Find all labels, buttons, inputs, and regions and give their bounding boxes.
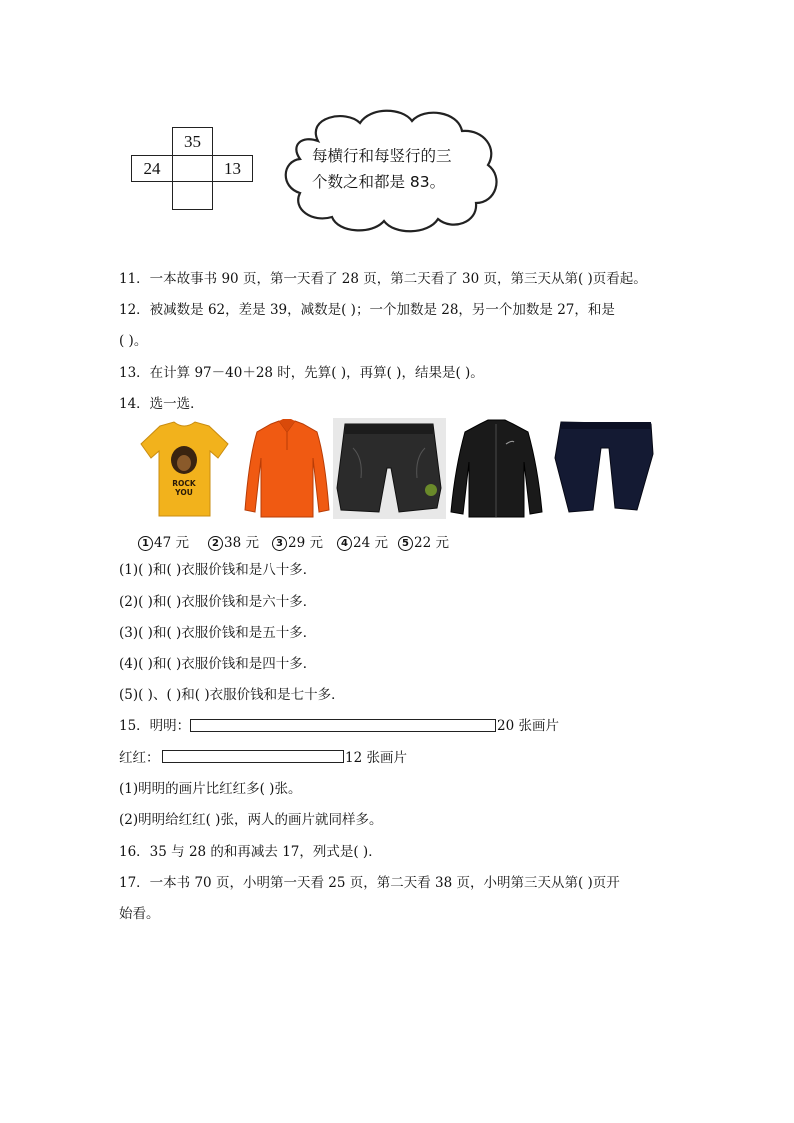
question-12-line2: ( )。 bbox=[119, 333, 148, 349]
mingming-value: 20 张画片 bbox=[497, 718, 559, 734]
tshirt-print-text-2: YOU bbox=[175, 488, 193, 497]
question-12-line1: 12．被减数是 62，差是 39，减数是( )；一个加数是 28，另一个加数是 27，和是 bbox=[119, 302, 615, 318]
puzzle-cell-center bbox=[172, 155, 213, 182]
question-17-line1: 17．一本书 70 页，小明第一天看 25 页，第二天看 38 页，小明第三天从第( )页开 bbox=[119, 875, 620, 891]
price-4 bbox=[337, 531, 388, 551]
question-13: 13．在计算 97－40＋28 时，先算( )，再算( )，结果是( )。 bbox=[119, 365, 484, 381]
black-jacket-image bbox=[448, 418, 545, 519]
black-shorts-image bbox=[333, 418, 446, 519]
puzzle-cell-bottom bbox=[172, 181, 213, 210]
price-number-badge: 2 bbox=[208, 536, 223, 551]
yellow-tshirt-image bbox=[138, 418, 231, 519]
mingming-bar bbox=[190, 719, 496, 732]
question-17-line2: 始看。 bbox=[119, 906, 160, 922]
question-14-item-5: (5)( )、( )和( )衣服价钱和是七十多． bbox=[119, 687, 345, 703]
question-14-title: 14．选一选． bbox=[119, 396, 204, 412]
price-2 bbox=[208, 531, 259, 551]
puzzle-left-value: 24 bbox=[143, 158, 161, 178]
honghong-value: 12 张画片 bbox=[345, 750, 407, 766]
question-15-honghong-label: 红红： bbox=[119, 750, 160, 766]
tshirt-print-text: ROCK bbox=[172, 479, 196, 488]
puzzle-cell-right bbox=[212, 155, 253, 182]
puzzle-cell-top bbox=[172, 127, 213, 156]
question-14-item-3: (3)( )和( )衣服价钱和是五十多． bbox=[119, 625, 317, 641]
price-label: 22 元 bbox=[414, 535, 449, 551]
price-number-badge: 5 bbox=[398, 536, 413, 551]
orange-polo-image bbox=[243, 418, 331, 519]
price-label: 29 元 bbox=[288, 535, 323, 551]
question-15-sub-1: (1)明明的画片比红红多( )张。 bbox=[119, 781, 302, 797]
honghong-bar bbox=[162, 750, 344, 763]
cloud-text-line2: 个数之和都是 83。 bbox=[312, 173, 446, 191]
cloud-text-line1: 每横行和每竖行的三 bbox=[312, 147, 452, 165]
question-14-item-2: (2)( )和( )衣服价钱和是六十多． bbox=[119, 594, 317, 610]
price-number-badge: 4 bbox=[337, 536, 352, 551]
price-label: 24 元 bbox=[353, 535, 388, 551]
question-14-item-1: (1)( )和( )衣服价钱和是八十多． bbox=[119, 562, 317, 578]
puzzle-cell-left bbox=[131, 155, 173, 182]
question-15-mingming-label: 15．明明： bbox=[119, 718, 191, 734]
price-5 bbox=[398, 531, 449, 551]
price-label: 38 元 bbox=[224, 535, 259, 551]
question-11: 11．一本故事书 90 页，第一天看了 28 页，第二天看了 30 页，第三天从第( )页看起。 bbox=[119, 271, 647, 287]
navy-pants-image bbox=[553, 418, 656, 519]
price-number-badge: 1 bbox=[138, 536, 153, 551]
price-number-badge: 3 bbox=[272, 536, 287, 551]
puzzle-right-value: 13 bbox=[224, 158, 241, 178]
puzzle-top-value: 35 bbox=[184, 131, 201, 151]
price-1 bbox=[138, 531, 189, 551]
question-14-item-4: (4)( )和( )衣服价钱和是四十多． bbox=[119, 656, 317, 672]
question-16: 16．35 与 28 的和再减去 17，列式是( )． bbox=[119, 844, 382, 860]
question-15-sub-2: (2)明明给红红( )张，两人的画片就同样多。 bbox=[119, 812, 383, 828]
price-3 bbox=[272, 531, 323, 551]
price-label: 47 元 bbox=[154, 535, 189, 551]
